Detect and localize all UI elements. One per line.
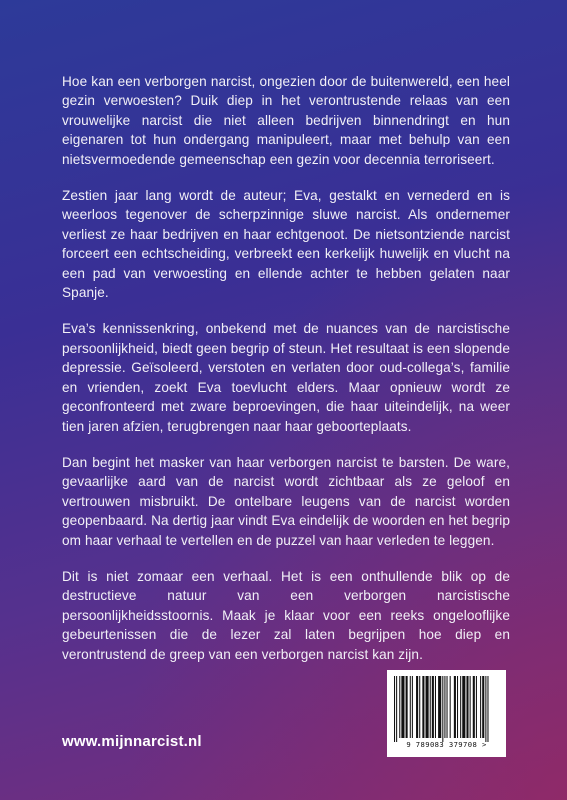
blurb-text [62,72,510,681]
barcode-bar-22 [462,676,465,738]
barcode-bar-20 [457,676,458,738]
barcode-bar-21 [460,676,461,738]
blurb-paragraph-2: Zestien jaar lang wordt de auteur; Eva, gestalkt en vernederd en is weerloos tegenover de scherpzinnige sluwe narcist. Als ondernemer verliest ze haar bedrijven en haar echtgenoot. De nietsontziende narcist forceert een echtscheiding, verbreekt een kerkelijk huwelijk en vlucht na een pad van verwoesting en ellende achter te hebben gelaten naar Spanje. [62,188,510,301]
barcode-bar-25 [473,676,475,738]
barcode-bar-0 [394,676,395,742]
barcode-bar-29 [485,676,486,742]
barcode-bar-19 [454,676,456,738]
barcode-bar-6 [412,676,413,738]
isbn-barcode [387,670,506,757]
barcode-bar-7 [416,676,418,738]
barcode-bar-12 [432,676,434,738]
blurb-paragraph-4: Dan begint het masker van haar verborgen narcist te barsten. De ware, gevaarlijke aard van de narcist wordt zichtbaar als ze geloof en vertrouwen misbruikt. De ontelbare leugens van de narcist worden geopenbaard. Na dertig jaar vindt Eva eindelijk de woorden en het begrip om haar verhaal te vertellen en de puzzel van haar verleden te leggen. [62,454,510,548]
website-url: www.mijnnarcist.nl [62,733,202,750]
blurb-paragraph-5: Dit is niet zomaar een verhaal. Het is een onthullende blik op de destructieve natuur van een verborgen narcistische persoonlijkheidsstoornis. Maak je klaar voor een reeks ongelooflijke gebeurtenissen die de lezer zal laten begrijpen hoe diep en verontrustend de greep van een verborgen narcist kan zijn. [62,568,510,662]
barcode-digits: 9 789083 379708 > [406,740,487,749]
barcode-bar-30 [487,676,488,742]
barcode-bar-1 [396,676,397,742]
barcode-bar-4 [406,676,408,738]
barcode-bar-26 [476,676,477,738]
barcode-bar-23 [466,676,468,738]
blurb-paragraph-3: Eva’s kennissenkring, onbekend met de nuances van de narcistische persoonlijkheid, biedt geen begrip of steun. Het resultaat is een slopende depressie. Geïsoleerd, verstoten en verlaten door oud-collega’s, familie en vrienden, zoekt Eva toevlucht elders. Maar opnieuw wordt ze geconfronteerd met zware beproevingen, die haar uiteindelijk, na weer tien jaren afzien, terugbrengen naar haar geboorteplaats. [62,321,510,434]
barcode-bar-8 [419,676,420,738]
barcode-bar-5 [410,676,411,738]
barcode-bar-11 [430,676,431,738]
barcode-bar-18 [450,676,451,738]
barcode-bar-16 [444,676,445,738]
barcode-bar-13 [435,676,436,738]
barcode-bar-15 [442,676,443,742]
barcode-bar-10 [426,676,429,738]
barcode-bar-2 [399,676,400,738]
barcode-bar-3 [401,676,404,738]
blurb-paragraph-1: Hoe kan een verborgen narcist, ongezien door de buitenwereld, een heel gezin verwoesten? Duik diep in het verontrustende relaas van een vrouwelijke narcist die niet alleen bedrijven binnendringt en hun eigenaren tot hun ondergang manipuleert, maar met behulp van een nietsvermoedende gemeenschap een gezin voor decennia terroriseert. [62,74,510,167]
barcode-bar-24 [470,676,471,738]
barcode-bar-14 [438,676,441,738]
barcode-bar-27 [480,676,481,738]
barcode-bar-9 [422,676,424,738]
barcode-bar-28 [482,676,484,738]
barcode-bar-17 [447,676,448,738]
